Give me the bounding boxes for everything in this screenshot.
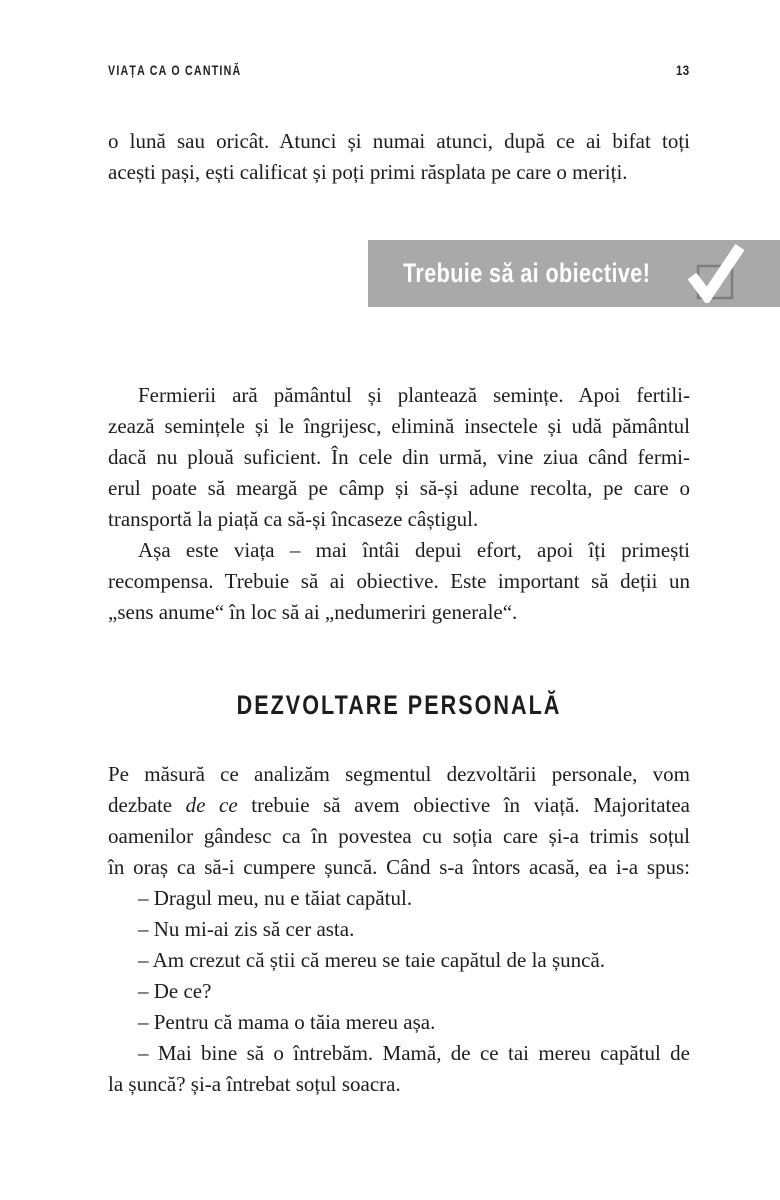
body-line: o lună sau oricât. Atunci și numai atunci, după ce ai bifat toți (108, 129, 690, 153)
body-line: Așa este viața – mai întâi depui efort, apoi îți primești (138, 538, 690, 562)
running-header (108, 62, 690, 78)
body-line: Pe măsură ce analizăm segmentul dezvoltării personale, vom (108, 762, 690, 786)
callout-banner (368, 240, 780, 307)
checkbox-checked-icon (688, 244, 744, 303)
callout-label: Trebuie să ai obiective! (403, 258, 651, 288)
body-paragraphs (108, 380, 690, 628)
italic-phrase: de ce (185, 793, 238, 817)
body-line: Fermierii ară pământul și plantează semințe. Apoi fertili- (138, 383, 690, 407)
body-line: acești pași, ești calificat și poți primi răsplata pe care o meriți. (108, 160, 628, 184)
development-section (108, 759, 690, 1100)
dialogue-line: la șuncă? și-a întrebat soțul soacra. (108, 1072, 401, 1096)
body-line: erul poate să meargă pe câmp și să-și adune recolta, pe care o (108, 476, 690, 500)
dialogue-line: – Pentru că mama o tăia mereu așa. (138, 1010, 436, 1034)
running-title: VIAȚA CA O CANTINĂ (108, 62, 242, 78)
body-line: transportă la piață ca să-și încaseze câștigul. (108, 507, 479, 531)
section-heading: DEZVOLTARE PERSONALĂ (236, 690, 562, 720)
body-line: oamenilor gândesc ca în povestea cu soția care și-a trimis soțul (108, 824, 690, 848)
body-line: dacă nu plouă suficient. În cele din urmă, vine ziua când fermi- (108, 445, 690, 469)
dialogue-line: – Am crezut că știi că mereu se taie capătul de la șuncă. (138, 948, 606, 972)
body-line: „sens anume“ în loc să ai „nedumeriri generale“. (108, 600, 518, 624)
intro-paragraph (108, 126, 690, 188)
dialogue-line: – De ce? (138, 979, 212, 1003)
body-line: zează semințele și le îngrijesc, elimină insectele și udă pământul (108, 414, 690, 438)
dialogue-line: – Mai bine să o întrebăm. Mamă, de ce tai mereu capătul de (138, 1041, 690, 1065)
body-line: dezbate de ce trebuie să avem obiective în viață. Majoritatea (108, 793, 691, 817)
page-number: 13 (676, 62, 690, 78)
dialogue-line: – Nu mi-ai zis să cer asta. (138, 917, 355, 941)
dialogue-line: – Dragul meu, nu e tăiat capătul. (138, 886, 413, 910)
body-line: în oraș ca să-i cumpere șuncă. Când s-a întors acasă, ea i-a spus: (108, 855, 690, 879)
body-line: recompensa. Trebuie să ai obiective. Este important să deții un (108, 569, 690, 593)
